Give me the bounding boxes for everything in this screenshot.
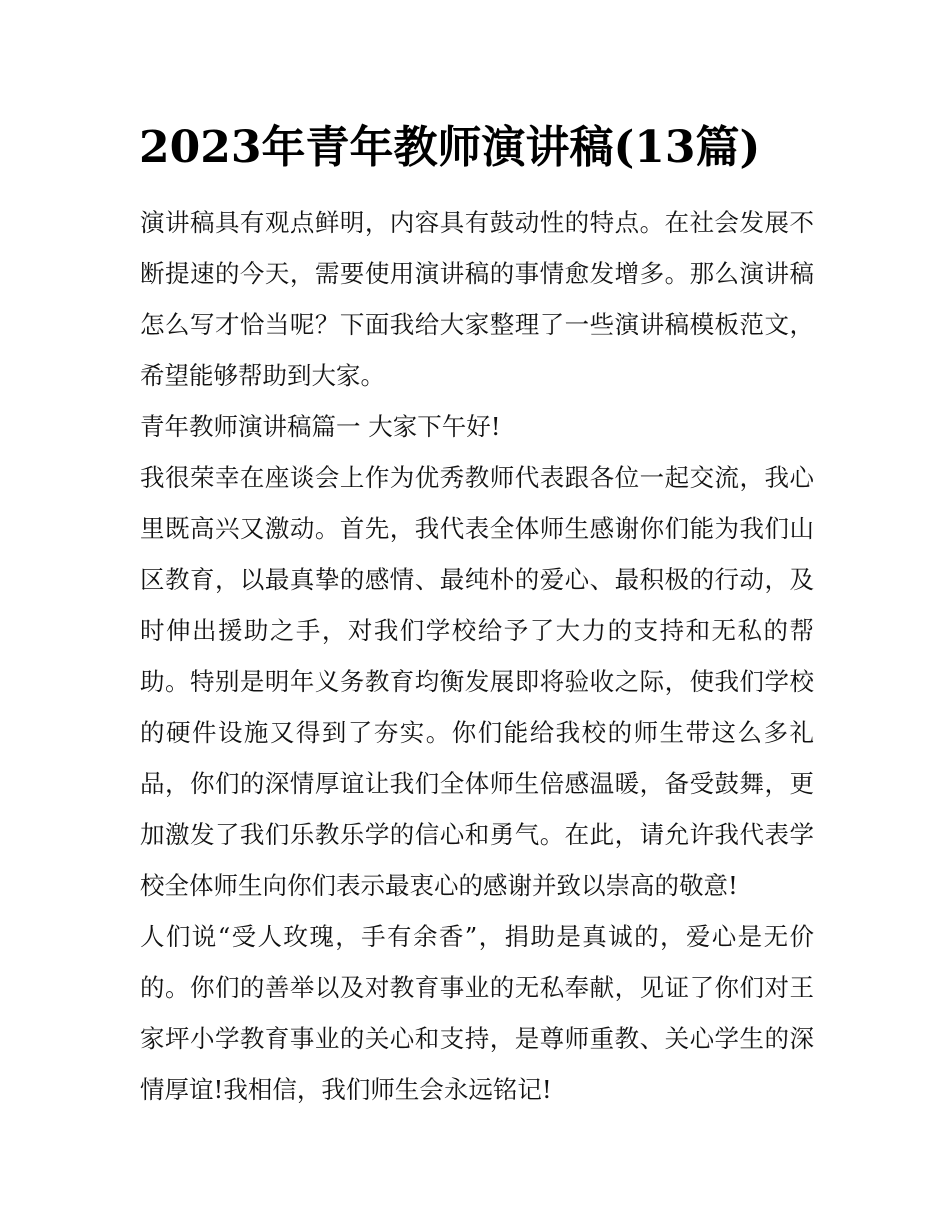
document-body bbox=[140, 197, 814, 1115]
body-paragraph: 人们说“受人玫瑰，手有余香”，捐助是真诚的，爱心是无价的。你们的善举以及对教育事业的无私奉献，见证了你们对王家坪小学教育事业的关心和支持，是尊师重教、关心学生的深情厚谊!我相信，我们师生会永远铭记! bbox=[140, 922, 814, 1104]
document-title: 2023年青年教师演讲稿(13篇) bbox=[139, 122, 761, 173]
body-paragraph: 我很荣幸在座谈会上作为优秀教师代表跟各位一起交流，我心里既高兴又激动。首先，我代表全体师生感谢你们能为我们山区教育，以最真挚的感情、最纯朴的爱心、最积极的行动，及时伸出援助之手，对我们学校给予了大力的支持和无私的帮助。特别是明年义务教育均衡发展即将验收之际，使我们学校的硬件设施又得到了夯实。你们能给我校的师生带这么多礼品，你们的深情厚谊让我们全体师生倍感温暖，备受鼓舞，更加激发了我们乐教乐学的信心和勇气。在此，请允许我代表学校全体师生向你们表示最衷心的感谢并致以崇高的敬意! bbox=[140, 463, 814, 900]
intro-paragraph: 演讲稿具有观点鲜明，内容具有鼓动性的特点。在社会发展不断提速的今天，需要使用演讲稿的事情愈发增多。那么演讲稿怎么写才恰当呢？下面我给大家整理了一些演讲稿模板范文，希望能够帮助到大家。 bbox=[140, 208, 814, 390]
section-heading: 青年教师演讲稿篇一 大家下午好! bbox=[140, 412, 501, 441]
